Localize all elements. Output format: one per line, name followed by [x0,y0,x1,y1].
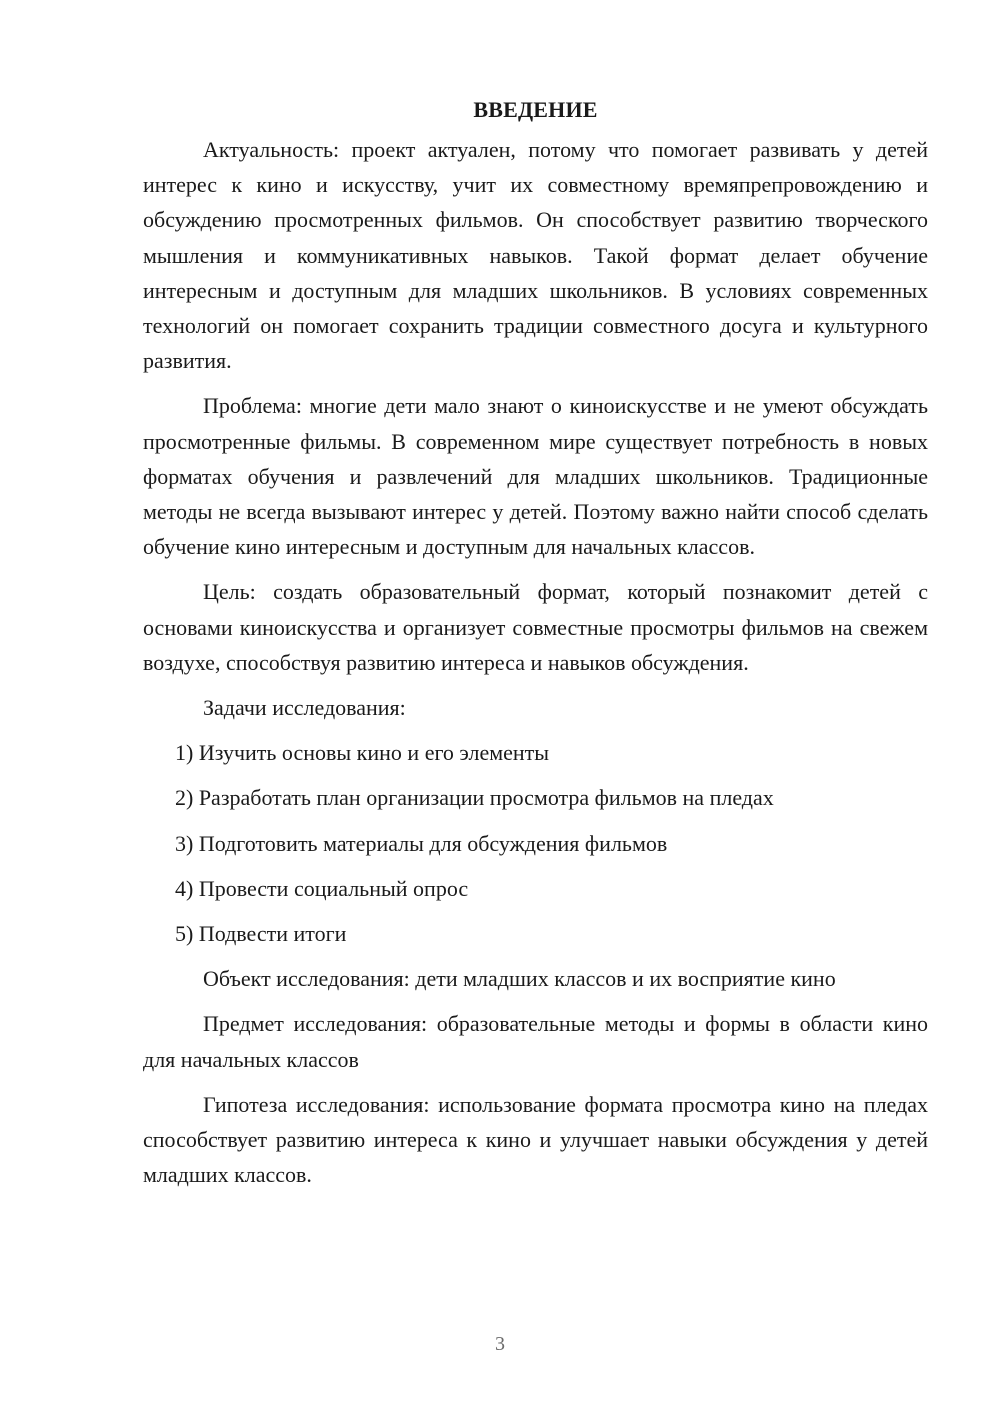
subject-paragraph: Предмет исследования: образовательные методы и формы в области кино для начальных классов [143,1011,928,1072]
problem-paragraph: Проблема: многие дети мало знают о киноискусстве и не умеют обсуждать просмотренные фильмы. В современном мире существует потребность в новых форматах обучения и развлечений для младших школьников. Традиционные методы не всегда вызывают интерес у детей. Поэтому важно найти способ сделать обучение кино интересным и доступным для начальных классов. [143,393,928,560]
list-item: 5) Подвести итоги [175,921,347,947]
list-item: 2) Разработать план организации просмотра фильмов на пледах [175,785,774,811]
list-item: 1) Изучить основы кино и его элементы [175,740,550,766]
list-item: 4) Провести социальный опрос [175,875,469,901]
list-item: 3) Подготовить материалы для обсуждения фильмов [175,830,668,856]
tasks-list [143,735,928,951]
hypothesis-paragraph: Гипотеза исследования: использование формата просмотра кино на пледах способствует развитию интереса к кино и улучшает навыки обсуждения у детей младших классов. [143,1091,928,1188]
tasks-title: Задачи исследования: [203,695,406,721]
page-number: 3 [495,1333,505,1355]
object-paragraph: Объект исследования: дети младших классов и их восприятие кино [203,966,836,992]
document-page [143,92,928,1202]
page-heading: ВВЕДЕНИЕ [473,97,598,122]
relevance-paragraph: Актуальность: проект актуален, потому что помогает развивать у детей интерес к кино и искусству, учит их совместному времяпрепровождению и обсуждению просмотренных фильмов. Он способствует развитию творческого мышления и коммуникативных навыков. Такой формат делает обучение интересным и доступным для младших школьников. В условиях современных технологий он помогает сохранить традиции совместного досуга и культурного развития. [143,137,928,374]
goal-paragraph: Цель: создать образовательный формат, который познакомит детей с основами киноискусства и организует совместные просмотры фильмов на свежем воздухе, способствуя развитию интереса и навыков обсуждения. [143,579,928,675]
